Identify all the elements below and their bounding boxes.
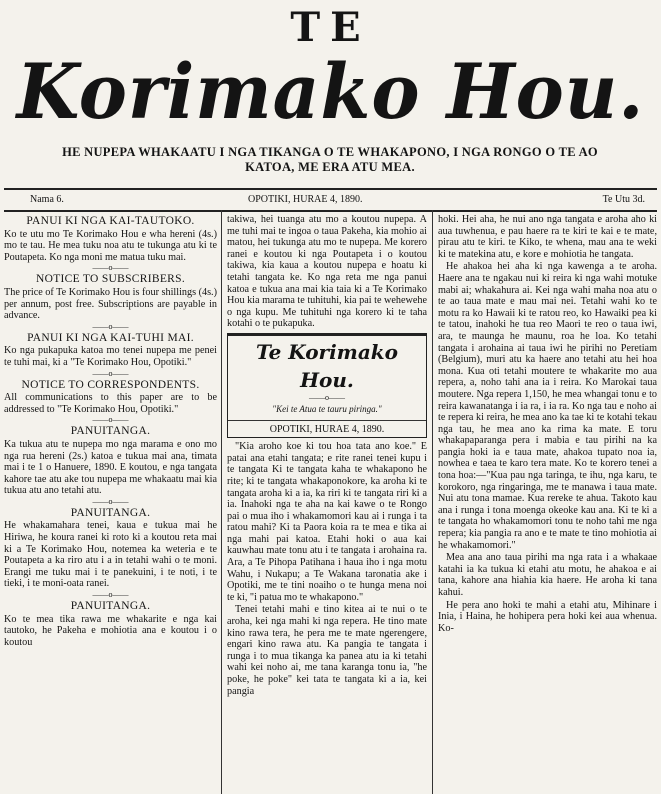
editorial-title: Te Korimako Hou.	[255, 339, 398, 392]
paragraph: Ko nga pukapuka katoa mo tenei nupepa me penei te tuhi mai, ki a "Te Korimako Hou, Opotiki."	[4, 345, 217, 368]
editorial-motto: "Kei te Atua te tauru piringa."	[272, 403, 382, 414]
paragraph: All communications to this paper are to be addressed to "Te Korimako Hou, Opotiki."	[4, 392, 217, 415]
column-divider	[221, 210, 222, 794]
paragraph: The price of Te Korimako Hou is four shillings (4s.) per annum, post free. Subscriptions are payable in advance.	[4, 286, 217, 322]
column-1	[4, 214, 217, 649]
heading: NOTICE TO SUBSCRIBERS.	[36, 273, 185, 286]
ornament-divider: ——o——	[309, 392, 345, 402]
paragraph: Ka tukua atu te nupepa mo nga marama e ono mo nga rua hereni (2s.) katoa e tukua mai ana, timata mai i te 1 o Hanuere, 1890. E koutou, e nga tangata kahore tae atu ake tou nupepa me whakaatu mai kia tukua atu ano tetahi atu.	[4, 438, 217, 497]
ornament-divider: ——o——	[92, 321, 129, 331]
heading: NOTICE TO CORRESPONDENTS.	[21, 378, 200, 391]
column-divider	[432, 210, 433, 794]
ornament-divider: ——o——	[92, 263, 129, 273]
editorial-date: OPOTIKI, HURAE 4, 1890.	[228, 420, 426, 436]
place-date: OPOTIKI, HURAE 4, 1890.	[248, 194, 363, 205]
paragraph: He pera ano hoki te mahi a etahi atu, Mihinare i Inia, i Haina, he hohipera pera hoki kei aua whenua. Ko-	[438, 599, 657, 634]
paragraph: He whakamahara tenei, kaua e tukua mai he Hiriwa, he koura ranei ki roto ki a koutou reta mai ki a Te Korimako Hou, notemea ka weteria e te Poutapeta a ka riro atu i a in tetahi wahi o te moni. Erangi me tuku mai i te panekuini, i te noti, i te tieki, i te moni-oata ranei.	[4, 520, 217, 590]
dateline	[4, 194, 657, 208]
paragraph: He ahakoa hei aha ki nga kawenga a te aroha. Haere ana te ngakau nui ki reira ki nga wahi motuke mabi ai; whakahura ai. Kei nga wahi maha noa atu o te ao taua mate e mau mai nei. Tetahi wahi ko te motu ra ko Hawaii ki te ratou reo, ko Hawaiki pea ki te tatou, inahoki he tua reo Maori te reo o taua iwi, ara, te maunga he maunu, roa he loa. Ko tetahi tangata i arohaina ai taua iwi he pirihi no Peretiam (Belgium), muri atu ka haere ano tetahi atu hei hoa mona. Kua oti tetahi moutere te whakarite mo aua repera, a, noho tahi ana ia i reira. Ko Marokai taua moutere. Nga repera 1,150, he mea whangai tonu e to reira kawanatanga i ia ra, i ia ra. Ko nga tau e noho ai te repera ki reira, he mea ano ka tae ki te kotahi tekau nga tau, he mea ano ka rima ka mate. E toru whakapaparanga pera i mabia e tau pirihi na ka pangia hoki ia e taua mate, ahakoa tupato noa ia, nowhea e taea te karo tera mate. Ko te korero tenei a tona hoa:—"Kua pau nga taringa, te ihu, nga karu, te korokoro, nga ringaringa, me te manawa i taua mate. Nui atu tona mamae. Kua rereke te ahua. Takoto kau ana i runga i tona moenga okeoke kau ana. Ki te ki a te tangata ho whakamomori tonu te noho tahi me nga repera; kia pangia ra ano e te mate te tino mohiotia ai he whakamomori."	[438, 261, 657, 551]
ornament-divider: ——o——	[92, 415, 129, 425]
paragraph: Tenei tetahi mahi e tino kitea ai te nui o te aroha, kei nga mahi ki nga repera. He tino mate kino rawa tera, he pera me te mate ngerengere, engari kino rawa atu. Ka pangia te tangata i runga i to mua tikanga ka panea atu ia ki tetahi wahi kei noho ai, me tana karanga tonu ia, "he poke, he poke" kei tata te tangata ki a ia, kei pangia	[227, 604, 427, 697]
heading: PANUITANGA.	[70, 600, 151, 613]
heading: PANUI KI NGA KAI-TAUTOKO.	[26, 215, 195, 227]
editorial-masthead	[227, 333, 427, 438]
heading: PANUI KI NGA KAI-TUHI MAI.	[27, 331, 194, 344]
masthead-rule-top	[4, 188, 657, 190]
masthead-subtitle: HE NUPEPA WHAKAATU I NGA TIKANGA O TE WHAKAPONO, I NGA RONGO O TE AO KATOA, ME ERA ATU MEA.	[62, 145, 598, 174]
paragraph: Mea ana ano taua pirihi ma nga rata i a whakaae katahi ia ka tukua ki etahi atu motu, he ahakoa e ai tana, kahore ana hiahia kia haere. He aroha ki tana kahui.	[438, 552, 657, 598]
issue-number: Nama 6.	[30, 194, 64, 205]
column-2	[227, 214, 427, 698]
masthead-rule-bottom	[4, 210, 657, 212]
heading: PANUITANGA.	[70, 425, 151, 438]
ornament-divider: ——o——	[92, 496, 129, 506]
heading: PANUITANGA.	[70, 506, 151, 519]
masthead	[0, 0, 661, 190]
masthead-title: Korimako Hou.	[16, 47, 645, 136]
ornament-divider: ——o——	[92, 368, 129, 378]
masthead-te: TE	[290, 4, 371, 51]
paragraph: hoki. Hei aha, he nui ano nga tangata e aroha aho ki aua tuwhenua, e pau haere ra te kiri te kai e te mate, pirau atu te kiri. te Kiko, te whena, mau ana te weki ki te matekina atu, e kore e mohiotia he tangata.	[438, 214, 657, 260]
paragraph: "Kia aroho koe ki tou hoa tata ano koe." E patai ana etahi tangata; e rite ranei tenei kupu i te tangata Ki te tangata kaha te whakapono he rite; ki te tangata whakaponokore, ka aroha ki te tangata aroha ki a ia, ka riri ki te tangata riri ki a ia. Inahoki nga te aha na kai kawe o te Rongo pai o mua iho i whakamomori kau ai i runga i ta ratou mahi? Ki ta Paora koia ra te mea e tika ai nga mahi pai katoa. Etahi hoki o aua kai kauwhau mate tonu atu i te tangata i arohaina ra. Ara, a Te Pihopa Patihana i haua iho i nga motu Wahu, i Nukapu; a Te Wakana taronatia ake i Opotiki, me te tini noaiho o te hunga mena noi te ki, "i patua mo te whakapono."	[227, 441, 427, 603]
paragraph: takiwa, hei tuanga atu mo a koutou nupepa. A me tuhi mai te ingoa o taua Pakeha, kia mohio ai matou, hei tukunga atu mo te nupepa. Me korero ranei e koutou ki nga Poutapeta i o koutou takiwa, kia kaua a koutou nupepa e hoatu ki tetahi tangata ke. Ko nga reta me nga panui katoa e tukua ana mai kia taia ki a Te Korimako Hou kia marama te tuhituhi, kia pai te wehewehe o nga kupu. Me tuhituhi nga korero ki te taha kotahi o te pukapuka.	[227, 214, 427, 330]
column-3	[438, 214, 657, 635]
ornament-divider: ——o——	[92, 590, 129, 600]
paragraph: Ko te mea tika rawa me whakarite e nga kai tautoko, he Pakeha e mohiotia ana e koutou i o koutou	[4, 613, 217, 648]
paragraph: Ko te utu mo Te Korimako Hou e wha hereni (4s.) mo te tau. He mea tuku noa atu te tukunga atu ki te Poutapeta. Ko nga moni me matua tuku mai.	[4, 228, 217, 263]
price: Te Utu 3d.	[602, 194, 645, 205]
